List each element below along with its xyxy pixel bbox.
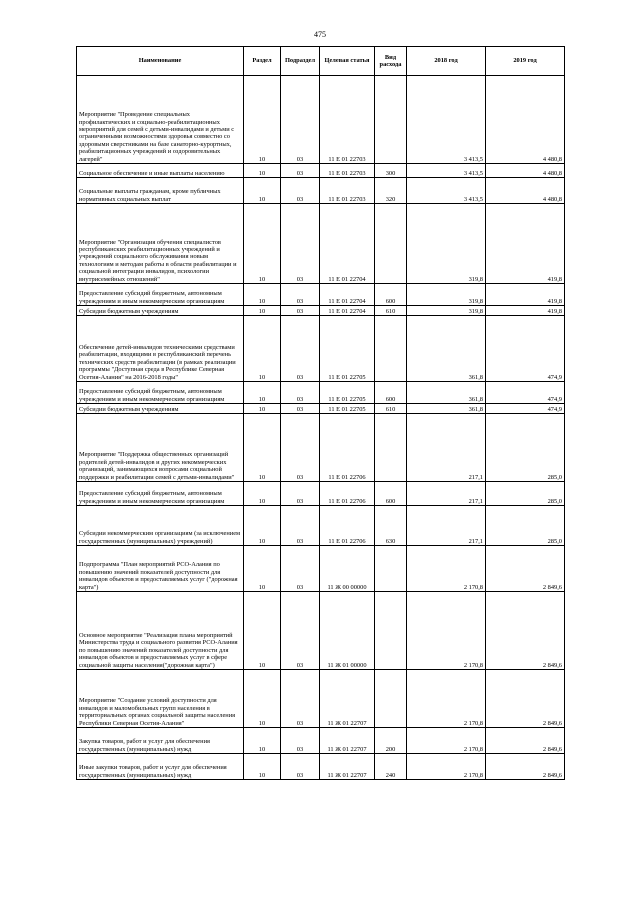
cell-2018: 361,8: [407, 316, 486, 382]
cell-2019: 419,8: [486, 284, 565, 306]
cell-podrazdel: 03: [281, 76, 320, 164]
cell-razdel: 10: [244, 592, 281, 670]
cell-name: Основное мероприятие "Реализация плана мероприятий Министерства труда и социального развития РСО-Алания по повышению значений показателей доступности для инвалидов объектов и предоставляемых услуг в сфере социальной защиты населения("дорожная карта"): [77, 592, 244, 670]
cell-2019: 285,0: [486, 506, 565, 546]
cell-podrazdel: 03: [281, 754, 320, 780]
cell-vid-raskhoda: 200: [375, 728, 407, 754]
cell-name: Предоставление субсидий бюджетным, автономным учреждениям и иным некоммерческим организациям: [77, 284, 244, 306]
cell-2018: 217,1: [407, 482, 486, 506]
cell-podrazdel: 03: [281, 164, 320, 178]
cell-razdel: 10: [244, 754, 281, 780]
cell-vid-raskhoda: [375, 204, 407, 284]
budget-table: [76, 46, 565, 780]
cell-vid-raskhoda: [375, 592, 407, 670]
cell-podrazdel: 03: [281, 284, 320, 306]
cell-vid-raskhoda: [375, 76, 407, 164]
cell-celevaya-statya: 11 Е 01 22705: [320, 404, 375, 414]
header-celevaya-statya: Целевая статья: [320, 47, 375, 76]
cell-2019: 419,8: [486, 204, 565, 284]
cell-celevaya-statya: 11 Е 01 22704: [320, 284, 375, 306]
cell-razdel: 10: [244, 284, 281, 306]
cell-vid-raskhoda: [375, 414, 407, 482]
cell-vid-raskhoda: 610: [375, 404, 407, 414]
cell-2019: 474,9: [486, 404, 565, 414]
cell-celevaya-statya: 11 Е 01 22703: [320, 76, 375, 164]
cell-2019: 4 480,8: [486, 76, 565, 164]
cell-2019: 474,9: [486, 382, 565, 404]
table-row: [77, 316, 565, 382]
cell-name: Субсидии бюджетным учреждениям: [77, 404, 244, 414]
cell-razdel: 10: [244, 670, 281, 728]
page-number: 475: [314, 30, 326, 39]
cell-2019: 4 480,8: [486, 164, 565, 178]
cell-razdel: 10: [244, 506, 281, 546]
cell-vid-raskhoda: 600: [375, 482, 407, 506]
header-name: Наименование: [77, 47, 244, 76]
cell-podrazdel: 03: [281, 306, 320, 316]
cell-name: Субсидии некоммерческим организациям (за исключением государственных (муниципальных) учреждений): [77, 506, 244, 546]
cell-2018: 361,8: [407, 382, 486, 404]
header-2019: 2019 год: [486, 47, 565, 76]
cell-razdel: 10: [244, 178, 281, 204]
cell-celevaya-statya: 11 Е 01 22706: [320, 414, 375, 482]
cell-vid-raskhoda: [375, 316, 407, 382]
cell-podrazdel: 03: [281, 382, 320, 404]
cell-vid-raskhoda: [375, 670, 407, 728]
cell-vid-raskhoda: 600: [375, 284, 407, 306]
cell-name: Предоставление субсидий бюджетным, автономным учреждениям и иным некоммерческим организациям: [77, 382, 244, 404]
cell-2018: 319,8: [407, 306, 486, 316]
cell-2019: 419,8: [486, 306, 565, 316]
cell-razdel: 10: [244, 306, 281, 316]
cell-celevaya-statya: 11 Ж 01 22707: [320, 670, 375, 728]
cell-2019: 2 849,6: [486, 546, 565, 592]
cell-celevaya-statya: 11 Е 01 22704: [320, 306, 375, 316]
table-row: [77, 754, 565, 780]
cell-celevaya-statya: 11 Е 01 22704: [320, 204, 375, 284]
cell-razdel: 10: [244, 414, 281, 482]
cell-name: Иные закупки товаров, работ и услуг для обеспечения государственных (муниципальных) нужд: [77, 754, 244, 780]
cell-2018: 2 170,8: [407, 754, 486, 780]
cell-razdel: 10: [244, 316, 281, 382]
cell-2019: 2 849,6: [486, 670, 565, 728]
cell-celevaya-statya: 11 Ж 00 00000: [320, 546, 375, 592]
cell-razdel: 10: [244, 204, 281, 284]
cell-podrazdel: 03: [281, 592, 320, 670]
header-vid-raskhoda: Вид расхода: [375, 47, 407, 76]
cell-vid-raskhoda: 630: [375, 506, 407, 546]
cell-vid-raskhoda: 610: [375, 306, 407, 316]
table-row: [77, 382, 565, 404]
cell-vid-raskhoda: 320: [375, 178, 407, 204]
cell-celevaya-statya: 11 Ж 01 22707: [320, 728, 375, 754]
cell-podrazdel: 03: [281, 546, 320, 592]
cell-podrazdel: 03: [281, 204, 320, 284]
cell-name: Социальные выплаты гражданам, кроме публичных нормативных социальных выплат: [77, 178, 244, 204]
cell-celevaya-statya: 11 Ж 01 00000: [320, 592, 375, 670]
cell-name: Мероприятие "Создание условий доступности для инвалидов и маломобильных групп населения в территориальных органах социальной защиты населения Республики Северная Осетия-Алания": [77, 670, 244, 728]
cell-podrazdel: 03: [281, 670, 320, 728]
cell-2018: 2 170,8: [407, 546, 486, 592]
cell-2019: 2 849,6: [486, 592, 565, 670]
table-row: [77, 284, 565, 306]
table-row: [77, 306, 565, 316]
cell-name: Предоставление субсидий бюджетным, автономным учреждениям и иным некоммерческим организациям: [77, 482, 244, 506]
cell-name: Подпрограмма "План мероприятий РСО-Алания по повышению значений показателей доступности для инвалидов объектов и предоставляемых услуг ("дорожная карта"): [77, 546, 244, 592]
table-row: [77, 506, 565, 546]
cell-podrazdel: 03: [281, 404, 320, 414]
cell-2019: 285,0: [486, 482, 565, 506]
cell-podrazdel: 03: [281, 482, 320, 506]
cell-name: Субсидии бюджетным учреждениям: [77, 306, 244, 316]
cell-2018: 3 413,5: [407, 178, 486, 204]
cell-2019: 2 849,6: [486, 754, 565, 780]
table-row: [77, 204, 565, 284]
cell-2019: 285,0: [486, 414, 565, 482]
cell-razdel: 10: [244, 546, 281, 592]
cell-name: Мероприятие "Поддержка общественных организаций родителей детей-инвалидов и других некоммерческих организаций, занимающихся вопросами социальной поддержки и реабилитации семей с детьми-инвалидами": [77, 414, 244, 482]
table-row: [77, 404, 565, 414]
cell-razdel: 10: [244, 382, 281, 404]
cell-2018: 3 413,5: [407, 164, 486, 178]
table-row: [77, 728, 565, 754]
table-row: [77, 164, 565, 178]
table-row: [77, 76, 565, 164]
cell-2018: 361,8: [407, 404, 486, 414]
header-2018: 2018 год: [407, 47, 486, 76]
cell-name: Закупка товаров, работ и услуг для обеспечения государственных (муниципальных) нужд: [77, 728, 244, 754]
cell-vid-raskhoda: 600: [375, 382, 407, 404]
cell-razdel: 10: [244, 728, 281, 754]
cell-2018: 2 170,8: [407, 592, 486, 670]
cell-podrazdel: 03: [281, 178, 320, 204]
cell-celevaya-statya: 11 Е 01 22705: [320, 316, 375, 382]
cell-2018: 2 170,8: [407, 728, 486, 754]
cell-2018: 217,1: [407, 506, 486, 546]
cell-podrazdel: 03: [281, 414, 320, 482]
cell-razdel: 10: [244, 76, 281, 164]
cell-2019: 474,9: [486, 316, 565, 382]
cell-podrazdel: 03: [281, 506, 320, 546]
table-row: [77, 178, 565, 204]
cell-podrazdel: 03: [281, 728, 320, 754]
cell-2019: 4 480,8: [486, 178, 565, 204]
cell-2018: 319,8: [407, 204, 486, 284]
cell-2019: 2 849,6: [486, 728, 565, 754]
cell-name: Мероприятие "Организация обучения специалистов республиканских реабилитационных учреждений и учреждений социального обслуживания новым технологиям и методам работы в области реабилитации и социальной интеграции инвалидов, психологии внутрисемейных отношений": [77, 204, 244, 284]
cell-2018: 217,1: [407, 414, 486, 482]
header-row: [77, 47, 565, 76]
cell-vid-raskhoda: 240: [375, 754, 407, 780]
cell-celevaya-statya: 11 Ж 01 22707: [320, 754, 375, 780]
cell-razdel: 10: [244, 404, 281, 414]
header-podrazdel: Подраздел: [281, 47, 320, 76]
cell-vid-raskhoda: 300: [375, 164, 407, 178]
cell-celevaya-statya: 11 Е 01 22706: [320, 506, 375, 546]
cell-name: Социальное обеспечение и иные выплаты населению: [77, 164, 244, 178]
header-razdel: Раздел: [244, 47, 281, 76]
cell-vid-raskhoda: [375, 546, 407, 592]
cell-name: Обеспечение детей-инвалидов техническими средствами реабилитации, входящими в республиканский перечень технических средств реабилитации (в рамках реализации программы "Доступная среда в Республике Северная Осетия-Алания" на 2016-2018 годы": [77, 316, 244, 382]
table-row: [77, 670, 565, 728]
table-row: [77, 482, 565, 506]
cell-podrazdel: 03: [281, 316, 320, 382]
cell-celevaya-statya: 11 Е 01 22703: [320, 178, 375, 204]
cell-celevaya-statya: 11 Е 01 22705: [320, 382, 375, 404]
cell-2018: 3 413,5: [407, 76, 486, 164]
cell-celevaya-statya: 11 Е 01 22706: [320, 482, 375, 506]
table-row: [77, 414, 565, 482]
table-row: [77, 546, 565, 592]
cell-2018: 2 170,8: [407, 670, 486, 728]
cell-razdel: 10: [244, 164, 281, 178]
cell-name: Мероприятие "Проведение специальных профилактических и социально-реабилитационных мероприятий для семей с детьми-инвалидами и детьми с ограниченными возможностями здоровья совместно со здоровыми сверстниками на базе санаторно-курортных, реабилитационных учреждений и оздоровительных лагерей": [77, 76, 244, 164]
table-row: [77, 592, 565, 670]
cell-2018: 319,8: [407, 284, 486, 306]
cell-razdel: 10: [244, 482, 281, 506]
cell-celevaya-statya: 11 Е 01 22703: [320, 164, 375, 178]
